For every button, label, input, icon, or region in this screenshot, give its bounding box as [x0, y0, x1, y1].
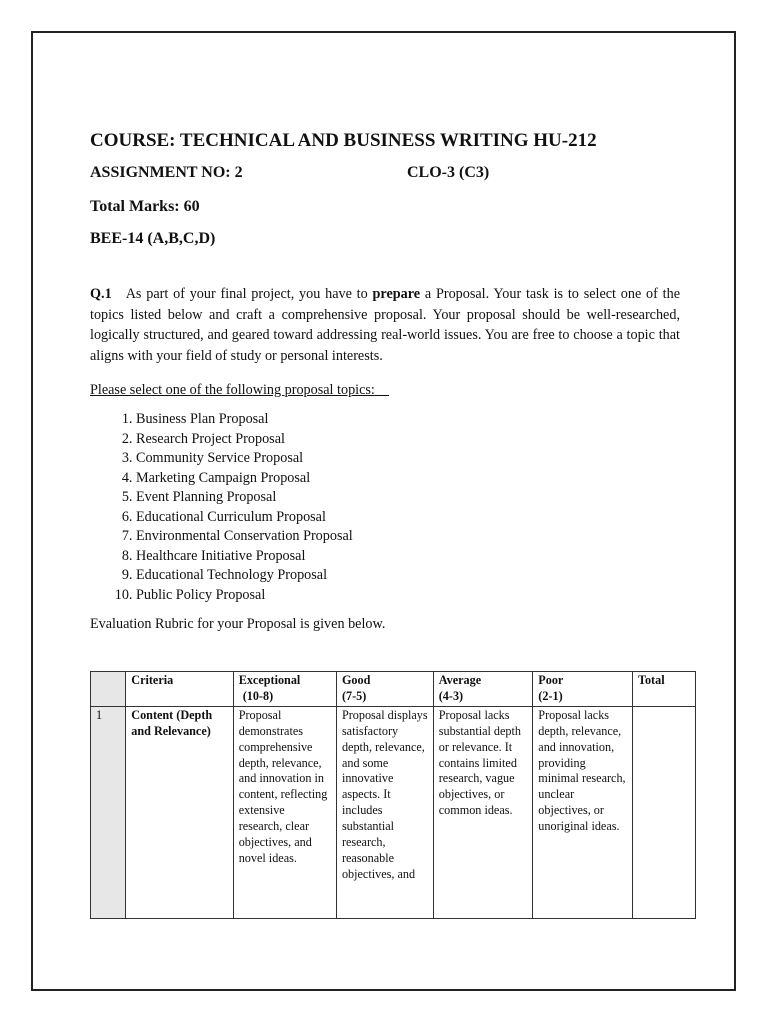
select-prompt-text: Please select one of the following proposal topics: [90, 382, 375, 399]
list-item: 6. Educational Curriculum Proposal [136, 508, 680, 528]
header-good-range: (7-5) [341, 688, 367, 703]
header-good [336, 672, 433, 707]
header-poor-range: (2-1) [538, 688, 563, 703]
course-title: COURSE: TECHNICAL AND BUSINESS WRITING HU-212 [90, 130, 597, 151]
table-row [91, 706, 696, 918]
list-item: 3. Community Service Proposal [136, 449, 680, 469]
rubric-table [90, 671, 696, 919]
header-poor-label: Poor [538, 673, 564, 687]
question-text-end: a Proposal. Your task is to select one of the topics listed below and craft a comprehensive proposal. Your proposal should be well-researched, logically structured, and geared toward addressing real-world issues. You are free to choose a topic that aligns with your field of study or personal interests. [90, 286, 680, 364]
header-good-label: Good [341, 673, 371, 687]
row-good: Proposal displays satisfactory depth, relevance, and some innovative aspects. It includes substantial research, reasonable objectives, and [336, 706, 433, 918]
list-item: 8. Healthcare Initiative Proposal [136, 547, 680, 567]
question-text-bold: prepare [372, 286, 421, 302]
row-average: Proposal lacks substantial depth or relevance. It contains limited research, vague objectives, or common ideas. [433, 706, 533, 918]
total-marks: Total Marks: 60 [90, 198, 200, 215]
select-prompt [90, 380, 680, 400]
header-exceptional-range: (10-8) [242, 688, 274, 703]
clo-label: CLO-3 (C3) [407, 164, 490, 181]
list-item: 5. Event Planning Proposal [136, 488, 680, 508]
header-number [91, 672, 126, 707]
header-average-label: Average [438, 673, 482, 687]
list-item: 4. Marketing Campaign Proposal [136, 469, 680, 489]
question-text-start: As part of your final project, you have to [125, 286, 373, 302]
section-label: BEE-14 (A,B,C,D) [90, 230, 216, 247]
document-body [90, 128, 680, 634]
topic-list [90, 410, 680, 605]
row-poor: Proposal lacks depth, relevance, and innovation, providing minimal research, unclear objectives, or unoriginal ideas. [533, 706, 633, 918]
header-poor [533, 672, 633, 707]
row-criteria: Content (Depth and Relevance) [126, 706, 233, 918]
assignment-row [90, 164, 680, 186]
list-item: 1. Business Plan Proposal [136, 410, 680, 430]
list-item: 2. Research Project Proposal [136, 430, 680, 450]
header-criteria: Criteria [126, 672, 233, 707]
rubric-caption: Evaluation Rubric for your Proposal is given below. [90, 616, 386, 633]
header-exceptional [233, 672, 336, 707]
question-number: Q.1 [90, 286, 112, 302]
header-total: Total [632, 672, 695, 707]
question-paragraph [90, 284, 680, 366]
list-item: 7. Environmental Conservation Proposal [136, 527, 680, 547]
row-number: 1 [91, 706, 126, 918]
table-header-row [91, 672, 696, 707]
row-total [632, 706, 695, 918]
header-average [433, 672, 533, 707]
assignment-number: ASSIGNMENT NO: 2 [90, 164, 243, 181]
list-item: 10. Public Policy Proposal [136, 586, 680, 606]
header-exceptional-label: Exceptional [238, 673, 301, 687]
row-exceptional: Proposal demonstrates comprehensive depth, relevance, and innovation in content, reflecting extensive research, clear objectives, and novel ideas. [233, 706, 336, 918]
list-item: 9. Educational Technology Proposal [136, 566, 680, 586]
header-average-range: (4-3) [438, 688, 464, 703]
